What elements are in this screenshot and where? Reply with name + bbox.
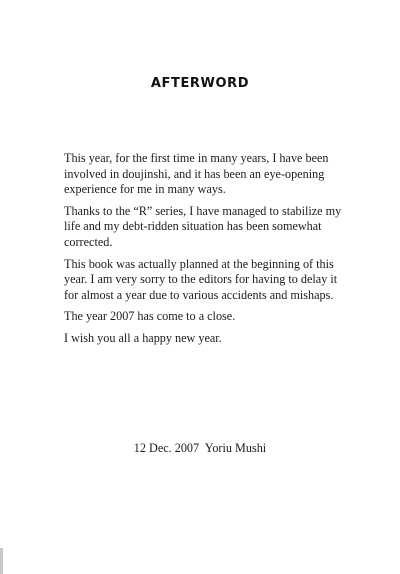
afterword-body <box>64 151 354 353</box>
paragraph-4: The year 2007 has come to a close. <box>64 309 236 324</box>
signature-line: 12 Dec. 2007 Yoriu Mushi <box>133 441 267 455</box>
page-edge-divider <box>0 548 3 574</box>
page-title: AFTERWORD <box>150 76 250 91</box>
paragraph-2: Thanks to the “R” series, I have managed to stabilize my life and my debt-ridden situation has been somewhat corrected. <box>64 203 342 249</box>
paragraph-5: I wish you all a happy new year. <box>64 330 222 345</box>
paragraph-3: This book was actually planned at the beginning of this year. I am very sorry to the editors for having to delay it for almost a year due to various accidents and mishaps. <box>64 256 338 302</box>
paragraph-1: This year, for the first time in many years, I have been involved in doujinshi, and it has been an eye-opening experience for me in many ways. <box>64 151 329 197</box>
